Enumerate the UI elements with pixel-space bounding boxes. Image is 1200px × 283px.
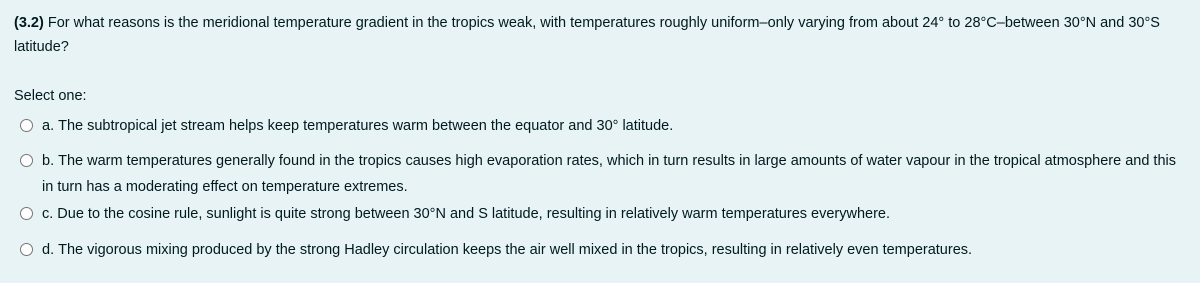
question-number: (3.2) [14, 15, 44, 31]
option-c-label[interactable] [20, 201, 1190, 227]
answer-option-b[interactable] [20, 148, 1190, 200]
answer-option-d[interactable] [20, 237, 1190, 263]
option-c-text: Due to the cosine rule, sunlight is quite strong between 30°N and S latitude, resulting in relatively warm temperatures everywhere. [57, 206, 891, 222]
option-c-radio[interactable] [20, 207, 33, 220]
option-a-letter: a. [42, 118, 55, 134]
option-a-text: The subtropical jet stream helps keep temperatures warm between the equator and 30° latitude. [58, 118, 674, 134]
option-d-label[interactable] [20, 237, 1190, 263]
option-a-label[interactable] [20, 113, 1190, 139]
option-c-letter: c. [42, 206, 54, 222]
option-a-radio[interactable] [20, 119, 33, 132]
option-d-letter: d. [42, 242, 55, 258]
select-one-prompt: Select one: [14, 88, 87, 104]
option-c-content [42, 201, 1190, 227]
option-b-content [42, 148, 1190, 200]
option-b-text: The warm temperatures generally found in the tropics causes high evaporation rates, which in turn results in large amounts of water vapour in the tropical atmosphere and this in turn has a moderating effect on temperature extremes. [42, 153, 1176, 195]
option-d-text: The vigorous mixing produced by the strong Hadley circulation keeps the air well mixed in the tropics, resulting in relatively even temperatures. [58, 242, 973, 258]
answer-option-a[interactable] [20, 113, 1190, 139]
option-b-radio[interactable] [20, 154, 33, 167]
answer-option-c[interactable] [20, 201, 1190, 227]
option-d-radio[interactable] [20, 243, 33, 256]
question-body: For what reasons is the meridional temperature gradient in the tropics weak, with temperatures roughly uniform–only varying from about 24° to 28°C–between 30°N and 30°S latitude? [14, 15, 1160, 55]
option-b-letter: b. [42, 153, 55, 169]
question-text-block [14, 11, 1184, 59]
option-a-content [42, 113, 1190, 139]
option-b-label[interactable] [20, 148, 1190, 200]
option-d-content [42, 237, 1190, 263]
